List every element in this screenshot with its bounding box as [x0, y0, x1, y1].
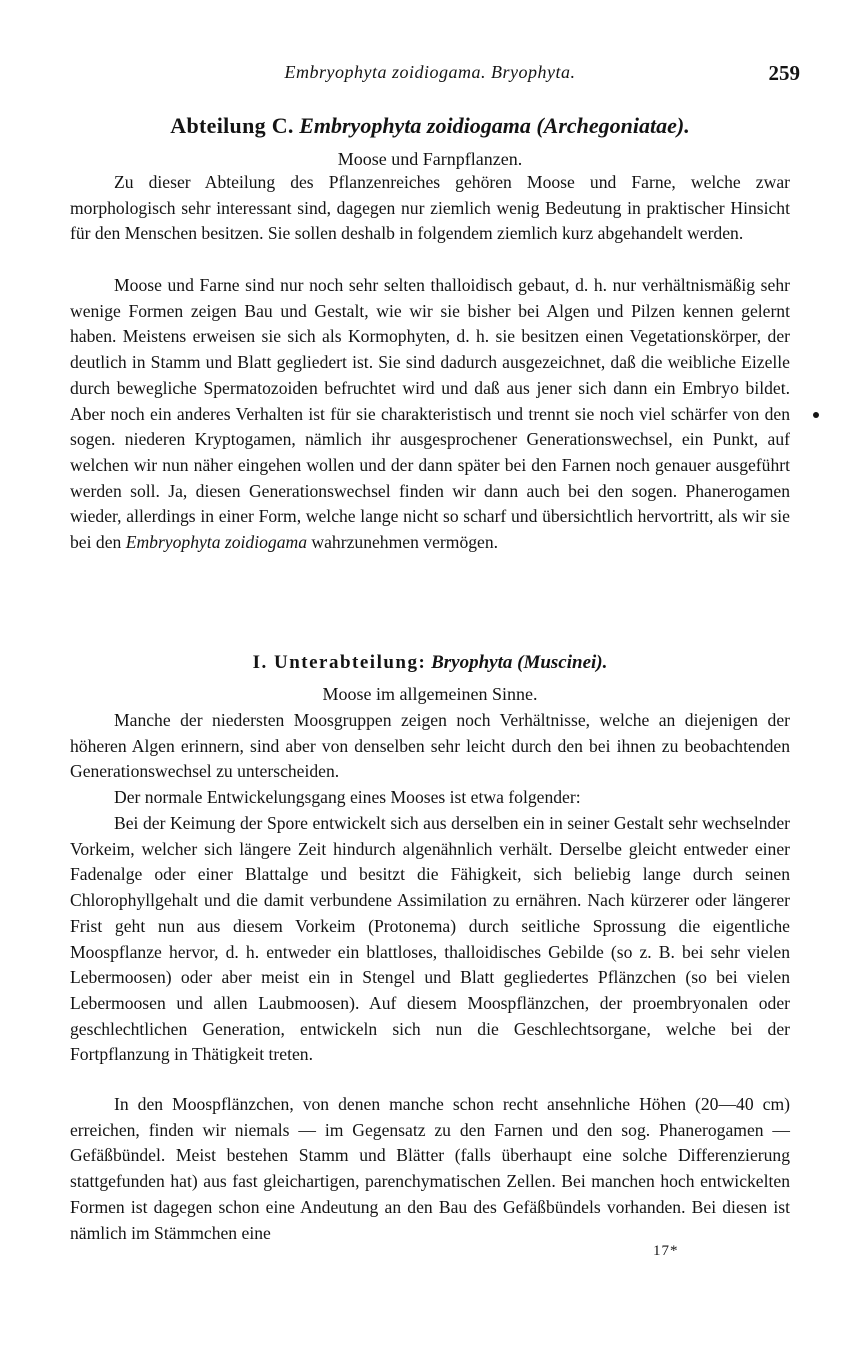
subdivision-subtitle: Moose im allgemeinen Sinne. — [322, 684, 538, 704]
paragraph: Bei der Keimung der Spore entwickelt sich aus derselben ein in seiner Gestalt sehr wechselnder Vorkeim, welcher sich längere Zeit hindurch algenähnlich verhält. Derselbe gleicht entweder einer Fadenalge oder einer Blattalge und besitzt die Fähigkeit, sich beliebig lange durch seinen Chlorophyllgehalt und die damit verbundene Assimilation zu ernähren. Nach kürzerer oder längerer Frist geht nun aus diesem Vorkeim (Protonema) durch seitliche Sprossung die eigentliche Moospflanze hervor, d. h. entweder ein blattloses, thalloidisches Gebilde (so z. B. bei sehr vielen Lebermoosen) oder aber meist ein in Stengel und Blatt gegliedertes Pflänzchen (so bei vielen Lebermoosen und allen Laubmoosen). Auf diesem Moospflänzchen, der proembryonalen oder geschlechtlichen Generation, entwickeln sich nun die Geschlechtsorgane, welche bei der Fortpflanzung in Thätigkeit treten. — [70, 813, 790, 1065]
paragraph: Der normale Entwickelungsgang eines Mooses ist etwa folgender: — [114, 787, 581, 807]
paragraph — [70, 273, 790, 556]
signature-mark: 17* — [653, 1243, 679, 1259]
paragraph-text: Moose und Farne sind nur noch sehr selten thalloidisch gebaut, d. h. nur verhältnismäßig sehr wenige Formen zeigen Bau und Gestalt, wie wir sie bisher bei Algen und Pilzen kennen gelernt haben. Meistens erweisen sie sich als Kormophyten, d. h. sie besitzen einen Vegetationskörper, der deutlich in Stamm und Blatt gegliedert ist. Sie sind dadurch ausgezeichnet, daß die weibliche Eizelle durch bewegliche Spermatozoiden befruchtet wird und daß aus jener sich dann ein Embryo bildet. Aber noch ein anderes Verhalten ist für sie charakteristisch und trennt sie noch viel schärfer von den sogen. niederen Kryptogamen, nämlich ihr ausgesprochener Generationswechsel, ein Punkt, auf welchen wir nun näher eingehen wollen und der dann später bei den Farnen noch genauer ausgeführt werden soll. Ja, diesen Generationswechsel finden wir dann auch bei den sogen. Phanerogamen wieder, allerdings in einer Form, welche lange nicht so scharf und übersichtlich hervortritt, als wir sie bei den — [70, 275, 790, 553]
paragraph-text: wahrzunehmen vermögen. — [311, 532, 499, 553]
paragraph: In den Moospflänzchen, von denen manche schon recht ansehnliche Höhen (20—40 cm) erreichen, finden wir niemals — im Gegensatz zu den Farnen und den sog. Phanerogamen — Gefäßbündel. Meist bestehen Stamm und Blätter (falls überhaupt eine solche Differenzierung stattgefunden hat) aus fast gleichartigen, parenchymatischen Zellen. Bei manchen hoch entwickelten Formen ist dagegen schon eine Andeutung an den Bau des Gefäßbündels vorhanden. Bei diesen ist nämlich im Stämmchen eine — [70, 1094, 790, 1243]
subdivision-label: I. Unterabteilung: — [252, 652, 427, 673]
margin-mark — [813, 412, 819, 418]
division-subtitle: Moose und Farnpflanzen. — [337, 149, 523, 169]
running-title: Embryophyta zoidiogama. Bryophyta. — [284, 62, 576, 82]
division-heading — [60, 111, 800, 141]
page-number: 259 — [768, 61, 800, 85]
paragraph: Zu dieser Abteilung des Pflanzenreiches gehören Moose und Farne, welche zwar morphologisch sehr interessant sind, dagegen nur ziemlich wenig Bedeutung in praktischer Hinsicht für den Menschen besitzen. Sie sollen deshalb in folgendem ziemlich kurz abgehandelt werden. — [70, 172, 790, 244]
subdivision-title: Bryophyta (Muscinei). — [431, 652, 608, 673]
subdivision-heading — [60, 650, 800, 676]
division-title: Embryophyta zoidiogama (Archegoniatae). — [299, 113, 690, 138]
paragraph-italic-term: Embryophyta zoidiogama — [125, 532, 308, 553]
paragraph: Manche der niedersten Moosgruppen zeigen noch Verhältnisse, welche an diejenigen der höheren Algen erinnern, sind aber von denselben sehr leicht durch den bei ihnen zu beobachtenden Generationswechsel zu unterscheiden. — [70, 710, 790, 782]
running-head — [60, 62, 800, 90]
division-label: Abteilung C. — [170, 113, 294, 138]
